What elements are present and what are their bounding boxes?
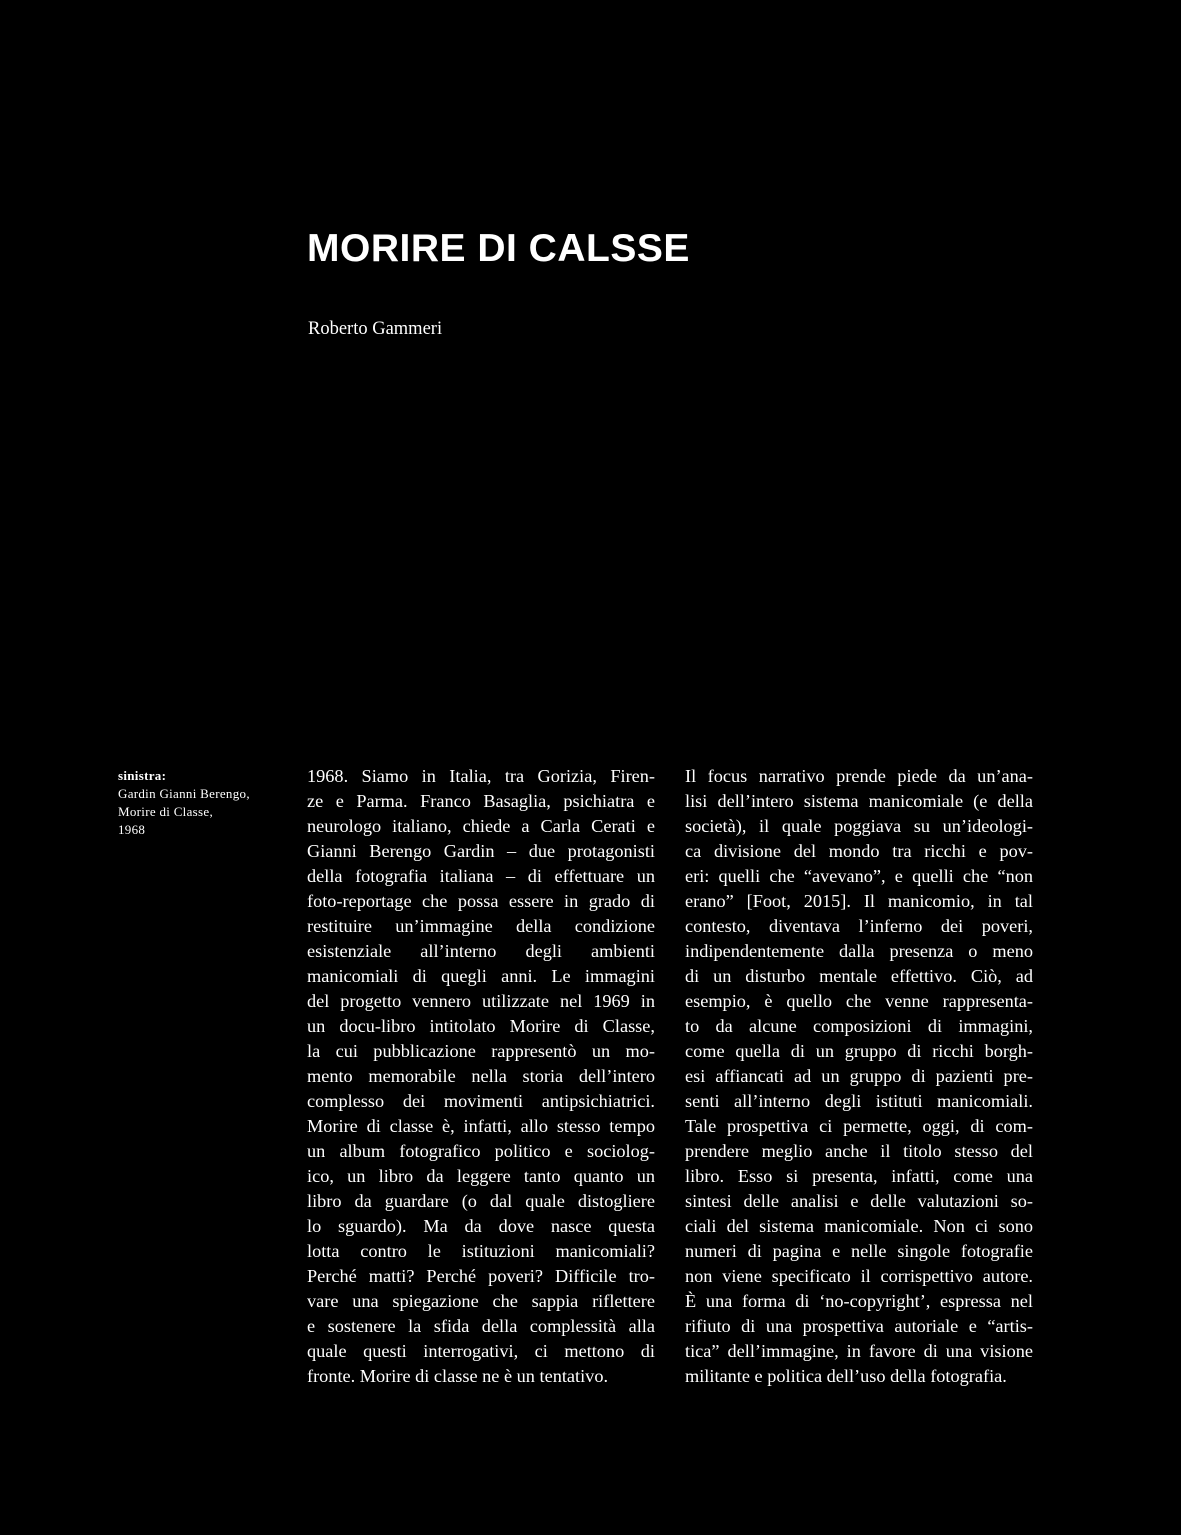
text-line: non viene specificato il corrispettivo autore. — [685, 1266, 1033, 1286]
image-caption — [118, 767, 288, 839]
text-line: la cui pubblicazione rappresentò un mo- — [307, 1041, 655, 1061]
text-line: mento memorabile nella storia dell’intero — [307, 1066, 655, 1086]
text-line: esempio, è quello che venne rappresenta- — [685, 991, 1033, 1011]
text-line: fronte. Morire di classe ne è un tentativo. — [307, 1366, 609, 1386]
text-line: contesto, diventava l’inferno dei poveri, — [685, 916, 1033, 936]
text-line: quale questi interrogativi, ci mettono di — [307, 1341, 655, 1361]
text-line: Gianni Berengo Gardin – due protagonisti — [307, 841, 655, 861]
text-line: rifiuto di una prospettiva autoriale e “artis- — [685, 1316, 1033, 1336]
text-line: erano” [Foot, 2015]. Il manicomio, in tal — [685, 891, 1033, 911]
text-line: numeri di pagina e nelle singole fotografie — [685, 1241, 1033, 1261]
text-line: foto-reportage che possa essere in grado di — [307, 891, 655, 911]
text-line: ico, un libro da leggere tanto quanto un — [307, 1166, 655, 1186]
text-line: un docu-libro intitolato Morire di Classe, — [307, 1016, 655, 1036]
text-line: prendere meglio anche il titolo stesso del — [685, 1141, 1033, 1161]
text-line: neurologo italiano, chiede a Carla Cerati e — [307, 816, 655, 836]
caption-line: 1968 — [118, 822, 146, 837]
text-line: Perché matti? Perché poveri? Difficile tro- — [307, 1266, 655, 1286]
text-line: esi affiancati ad un gruppo di pazienti pre- — [685, 1066, 1033, 1086]
article-author: Roberto Gammeri — [308, 319, 443, 339]
text-line: tica” dell’immagine, in favore di una visione — [685, 1341, 1033, 1361]
text-line: lisi dell’intero sistema manicomiale (e della — [685, 791, 1033, 811]
text-line: come quella di un gruppo di ricchi borgh- — [685, 1041, 1033, 1061]
text-line: militante e politica dell’uso della fotografia. — [685, 1366, 1007, 1386]
text-line: eri: quelli che “avevano”, e quelli che “non — [685, 866, 1033, 886]
text-line: libro. Esso si presenta, infatti, come una — [685, 1166, 1033, 1186]
caption-label: sinistra: — [118, 768, 167, 783]
caption-line: Gardin Gianni Berengo, — [118, 786, 250, 801]
text-line: ze e Parma. Franco Basaglia, psichiatra e — [307, 791, 655, 811]
text-line: to da alcune composizioni di immagini, — [685, 1016, 1033, 1036]
body-column-right — [685, 764, 1033, 1389]
text-line: Tale prospettiva ci permette, oggi, di com- — [685, 1116, 1033, 1136]
text-line: complesso dei movimenti antipsichiatrici. — [307, 1091, 655, 1111]
text-line: Morire di classe è, infatti, allo stesso tempo — [307, 1116, 655, 1136]
text-line: vare una spiegazione che sappia riflettere — [307, 1291, 655, 1311]
text-line: 1968. Siamo in Italia, tra Gorizia, Firen- — [307, 766, 655, 786]
text-line: restituire un’immagine della condizione — [307, 916, 655, 936]
text-line: esistenziale all’interno degli ambienti — [307, 941, 655, 961]
text-line: della fotografia italiana – di effettuare un — [307, 866, 655, 886]
text-line: sintesi delle analisi e delle valutazioni so- — [685, 1191, 1033, 1211]
text-line: un album fotografico politico e sociolog- — [307, 1141, 655, 1161]
text-line: indipendentemente dalla presenza o meno — [685, 941, 1033, 961]
text-line: ciali del sistema manicomiale. Non ci sono — [685, 1216, 1033, 1236]
text-line: È una forma di ‘no-copyright’, espressa nel — [685, 1291, 1033, 1311]
body-column-left — [307, 764, 655, 1389]
text-line: manicomiali di quegli anni. Le immagini — [307, 966, 655, 986]
text-line: lo sguardo). Ma da dove nasce questa — [307, 1216, 655, 1236]
caption-line: Morire di Classe, — [118, 804, 214, 819]
text-line: senti all’interno degli istituti manicomiali. — [685, 1091, 1033, 1111]
text-line: di un disturbo mentale effettivo. Ciò, ad — [685, 966, 1033, 986]
text-line: libro da guardare (o dal quale distogliere — [307, 1191, 655, 1211]
text-line: ca divisione del mondo tra ricchi e pov- — [685, 841, 1033, 861]
text-line: del progetto vennero utilizzate nel 1969 in — [307, 991, 655, 1011]
text-line: società), il quale poggiava su un’ideologi- — [685, 816, 1033, 836]
article-title: MORIRE DI CALSSE — [307, 227, 690, 270]
text-line: lotta contro le istituzioni manicomiali? — [307, 1241, 655, 1261]
text-line: e sostenere la sfida della complessità alla — [307, 1316, 655, 1336]
text-line: Il focus narrativo prende piede da un’ana- — [685, 766, 1033, 786]
